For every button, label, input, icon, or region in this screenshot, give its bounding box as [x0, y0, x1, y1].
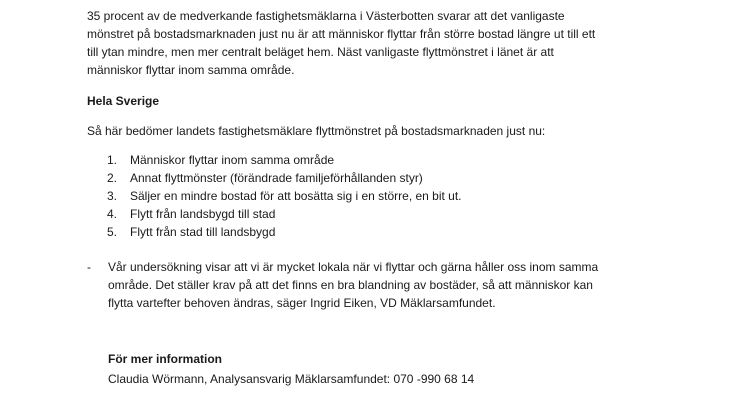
list-item-text: Flytt från stad till landsbygd [130, 225, 276, 239]
list-item-text: Människor flyttar inom samma område [130, 153, 335, 167]
section-heading: Hela Sverige [87, 94, 160, 108]
intro-line-4: människor flyttar inom samma område. [87, 63, 295, 77]
list-item-number: 2. [107, 171, 118, 185]
list-item-text: Säljer en mindre bostad för att bosätta sig i en större, en bit ut. [130, 189, 462, 203]
intro-line-1: 35 procent av de medverkande fastighetsmäklarna i Västerbotten svarar att det vanligaste [87, 9, 565, 23]
section-lead: Så här bedömer landets fastighetsmäklare flyttmönstret på bostadsmarknaden just nu: [87, 124, 546, 138]
quote-line-1: Vår undersökning visar att vi är mycket lokala när vi flyttar och gärna håller oss inom samma [108, 260, 599, 274]
list-item-number: 3. [107, 189, 118, 203]
list-item-text: Annat flyttmönster (förändrade familjeförhållanden styr) [130, 171, 423, 185]
list-item-number: 1. [107, 153, 118, 167]
list-item-number: 5. [107, 225, 118, 239]
quote-line-3: flytta vartefter behoven ändras, säger Ingrid Eiken, VD Mäklarsamfundet. [108, 296, 496, 310]
intro-line-3: till ytan mindre, men mer centralt beläget hem. Näst vanligaste flyttmönstret i länet är att [87, 45, 554, 59]
contact-heading: För mer information [108, 352, 223, 366]
list-item-text: Flytt från landsbygd till stad [130, 207, 276, 221]
quote-dash: - [87, 260, 91, 274]
intro-line-2: mönstret på bostadsmarknaden just nu är att människor flyttar från större bostad längre ut till ett [87, 27, 596, 41]
quote-line-2: område. Det ställer krav på att det finns en bra blandning av bostäder, så att människor kan [108, 278, 593, 292]
list-item-number: 4. [107, 207, 118, 221]
contact-line: Claudia Wörmann, Analysansvarig Mäklarsamfundet: 070 -990 68 14 [108, 372, 475, 386]
